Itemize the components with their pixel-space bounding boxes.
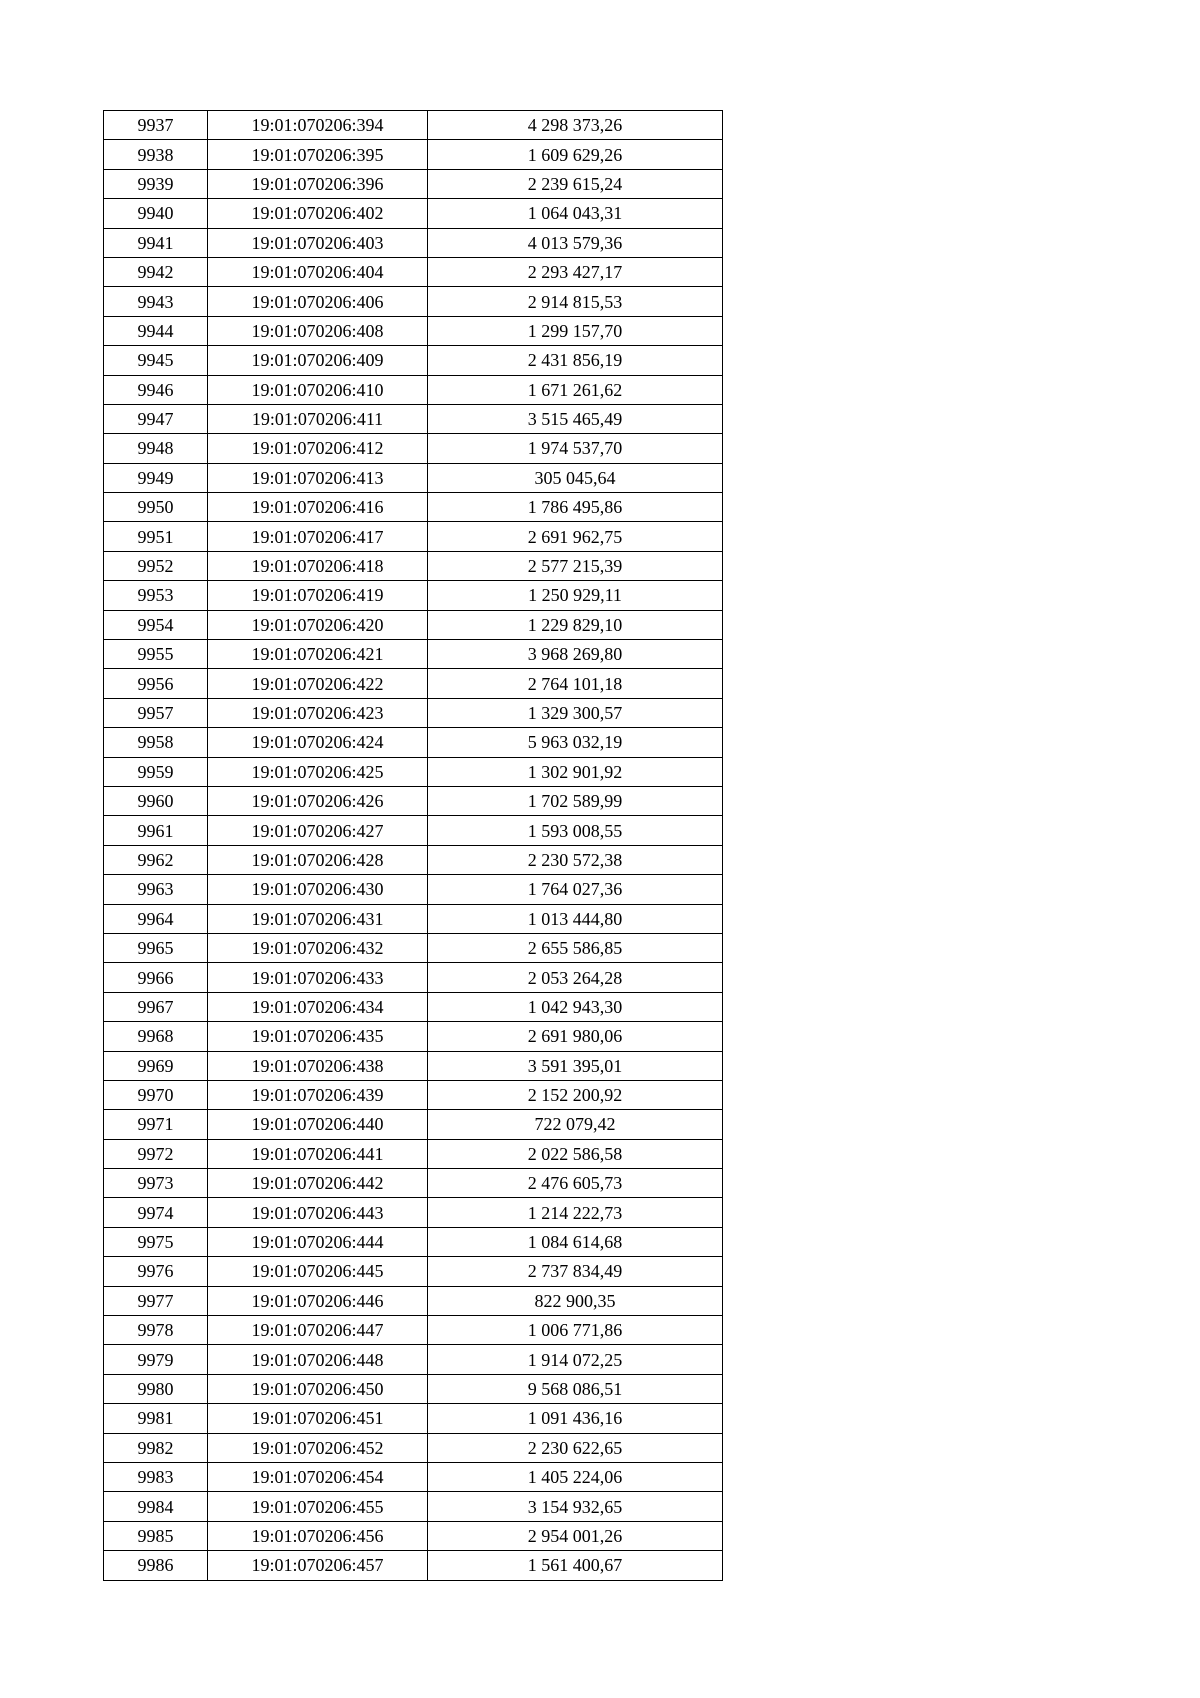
cadastral-number-cell: 19:01:070206:402 [208, 199, 428, 228]
row-number-cell: 9975 [104, 1227, 208, 1256]
row-number-cell: 9966 [104, 963, 208, 992]
cadastral-number-cell: 19:01:070206:439 [208, 1080, 428, 1109]
cadastral-value-cell: 1 405 224,06 [428, 1462, 723, 1491]
table-row [104, 346, 723, 375]
row-number-cell: 9981 [104, 1404, 208, 1433]
cadastral-value-cell: 1 593 008,55 [428, 816, 723, 845]
cadastral-number-cell: 19:01:070206:438 [208, 1051, 428, 1080]
table-row [104, 1257, 723, 1286]
cadastral-number-cell: 19:01:070206:422 [208, 669, 428, 698]
cadastral-number-cell: 19:01:070206:411 [208, 404, 428, 433]
table-row [104, 375, 723, 404]
cadastral-number-cell: 19:01:070206:433 [208, 963, 428, 992]
table-row [104, 111, 723, 140]
row-number-cell: 9943 [104, 287, 208, 316]
cadastral-number-cell: 19:01:070206:421 [208, 640, 428, 669]
table-row [104, 1139, 723, 1168]
table-row [104, 1169, 723, 1198]
cadastral-value-cell: 2 655 586,85 [428, 933, 723, 962]
cadastral-value-cell: 1 006 771,86 [428, 1316, 723, 1345]
cadastral-value-table [103, 110, 723, 1581]
cadastral-value-cell: 2 691 980,06 [428, 1022, 723, 1051]
table-row [104, 904, 723, 933]
row-number-cell: 9962 [104, 845, 208, 874]
cadastral-value-cell: 1 091 436,16 [428, 1404, 723, 1433]
table-row [104, 287, 723, 316]
cadastral-value-cell: 2 293 427,17 [428, 257, 723, 286]
table-row [104, 434, 723, 463]
table-row [104, 228, 723, 257]
cadastral-value-cell: 1 561 400,67 [428, 1551, 723, 1580]
table-row [104, 1198, 723, 1227]
cadastral-number-cell: 19:01:070206:457 [208, 1551, 428, 1580]
table-row [104, 757, 723, 786]
row-number-cell: 9976 [104, 1257, 208, 1286]
cadastral-number-cell: 19:01:070206:412 [208, 434, 428, 463]
row-number-cell: 9947 [104, 404, 208, 433]
table-row [104, 404, 723, 433]
cadastral-number-cell: 19:01:070206:443 [208, 1198, 428, 1227]
table-row [104, 669, 723, 698]
row-number-cell: 9954 [104, 610, 208, 639]
row-number-cell: 9938 [104, 140, 208, 169]
row-number-cell: 9950 [104, 493, 208, 522]
row-number-cell: 9957 [104, 698, 208, 727]
cadastral-number-cell: 19:01:070206:456 [208, 1521, 428, 1550]
cadastral-number-cell: 19:01:070206:395 [208, 140, 428, 169]
row-number-cell: 9944 [104, 316, 208, 345]
table-row [104, 698, 723, 727]
table-row [104, 816, 723, 845]
cadastral-number-cell: 19:01:070206:416 [208, 493, 428, 522]
row-number-cell: 9961 [104, 816, 208, 845]
row-number-cell: 9948 [104, 434, 208, 463]
cadastral-number-cell: 19:01:070206:430 [208, 875, 428, 904]
row-number-cell: 9968 [104, 1022, 208, 1051]
row-number-cell: 9963 [104, 875, 208, 904]
cadastral-number-cell: 19:01:070206:440 [208, 1110, 428, 1139]
cadastral-value-cell: 1 302 901,92 [428, 757, 723, 786]
row-number-cell: 9980 [104, 1374, 208, 1403]
table-row [104, 1492, 723, 1521]
row-number-cell: 9974 [104, 1198, 208, 1227]
table-row [104, 1110, 723, 1139]
cadastral-number-cell: 19:01:070206:454 [208, 1462, 428, 1491]
cadastral-number-cell: 19:01:070206:450 [208, 1374, 428, 1403]
cadastral-value-cell: 1 671 261,62 [428, 375, 723, 404]
table-row [104, 963, 723, 992]
row-number-cell: 9940 [104, 199, 208, 228]
row-number-cell: 9958 [104, 728, 208, 757]
table-row [104, 1521, 723, 1550]
cadastral-number-cell: 19:01:070206:425 [208, 757, 428, 786]
cadastral-value-cell: 1 013 444,80 [428, 904, 723, 933]
table-row [104, 199, 723, 228]
table-row [104, 728, 723, 757]
cadastral-number-cell: 19:01:070206:428 [208, 845, 428, 874]
cadastral-value-cell: 3 968 269,80 [428, 640, 723, 669]
table-row [104, 1433, 723, 1462]
cadastral-number-cell: 19:01:070206:446 [208, 1286, 428, 1315]
cadastral-number-cell: 19:01:070206:408 [208, 316, 428, 345]
table-row [104, 463, 723, 492]
cadastral-number-cell: 19:01:070206:413 [208, 463, 428, 492]
table-row [104, 169, 723, 198]
row-number-cell: 9951 [104, 522, 208, 551]
cadastral-value-cell: 1 914 072,25 [428, 1345, 723, 1374]
table-row [104, 522, 723, 551]
row-number-cell: 9984 [104, 1492, 208, 1521]
cadastral-number-cell: 19:01:070206:420 [208, 610, 428, 639]
row-number-cell: 9937 [104, 111, 208, 140]
row-number-cell: 9985 [104, 1521, 208, 1550]
row-number-cell: 9955 [104, 640, 208, 669]
cadastral-value-cell: 3 591 395,01 [428, 1051, 723, 1080]
cadastral-value-cell: 2 022 586,58 [428, 1139, 723, 1168]
cadastral-number-cell: 19:01:070206:418 [208, 551, 428, 580]
table-body [104, 111, 723, 1581]
cadastral-value-cell: 1 042 943,30 [428, 992, 723, 1021]
table-row [104, 1345, 723, 1374]
cadastral-value-cell: 305 045,64 [428, 463, 723, 492]
row-number-cell: 9952 [104, 551, 208, 580]
cadastral-value-cell: 2 431 856,19 [428, 346, 723, 375]
cadastral-value-cell: 2 691 962,75 [428, 522, 723, 551]
cadastral-number-cell: 19:01:070206:447 [208, 1316, 428, 1345]
cadastral-number-cell: 19:01:070206:451 [208, 1404, 428, 1433]
cadastral-value-cell: 1 250 929,11 [428, 581, 723, 610]
cadastral-value-cell: 3 515 465,49 [428, 404, 723, 433]
cadastral-value-cell: 2 476 605,73 [428, 1169, 723, 1198]
cadastral-value-cell: 1 214 222,73 [428, 1198, 723, 1227]
cadastral-number-cell: 19:01:070206:417 [208, 522, 428, 551]
table-row [104, 992, 723, 1021]
cadastral-number-cell: 19:01:070206:403 [208, 228, 428, 257]
cadastral-number-cell: 19:01:070206:424 [208, 728, 428, 757]
table-row [104, 1316, 723, 1345]
cadastral-value-cell: 1 786 495,86 [428, 493, 723, 522]
cadastral-number-cell: 19:01:070206:444 [208, 1227, 428, 1256]
row-number-cell: 9982 [104, 1433, 208, 1462]
cadastral-number-cell: 19:01:070206:434 [208, 992, 428, 1021]
table-row [104, 551, 723, 580]
table-row [104, 1551, 723, 1580]
row-number-cell: 9960 [104, 786, 208, 815]
row-number-cell: 9953 [104, 581, 208, 610]
row-number-cell: 9971 [104, 1110, 208, 1139]
row-number-cell: 9977 [104, 1286, 208, 1315]
table-row [104, 1051, 723, 1080]
cadastral-number-cell: 19:01:070206:448 [208, 1345, 428, 1374]
table-row [104, 1374, 723, 1403]
cadastral-value-cell: 2 577 215,39 [428, 551, 723, 580]
cadastral-value-cell: 2 053 264,28 [428, 963, 723, 992]
row-number-cell: 9959 [104, 757, 208, 786]
cadastral-value-cell: 3 154 932,65 [428, 1492, 723, 1521]
cadastral-number-cell: 19:01:070206:435 [208, 1022, 428, 1051]
table-row [104, 1286, 723, 1315]
cadastral-number-cell: 19:01:070206:394 [208, 111, 428, 140]
cadastral-value-cell: 1 764 027,36 [428, 875, 723, 904]
table-row [104, 1404, 723, 1433]
cadastral-number-cell: 19:01:070206:396 [208, 169, 428, 198]
table-row [104, 316, 723, 345]
row-number-cell: 9983 [104, 1462, 208, 1491]
row-number-cell: 9972 [104, 1139, 208, 1168]
cadastral-number-cell: 19:01:070206:442 [208, 1169, 428, 1198]
cadastral-value-cell: 2 737 834,49 [428, 1257, 723, 1286]
table-row [104, 875, 723, 904]
row-number-cell: 9979 [104, 1345, 208, 1374]
cadastral-value-cell: 5 963 032,19 [428, 728, 723, 757]
cadastral-value-cell: 2 914 815,53 [428, 287, 723, 316]
cadastral-number-cell: 19:01:070206:441 [208, 1139, 428, 1168]
table-row [104, 493, 723, 522]
table-row [104, 1022, 723, 1051]
cadastral-number-cell: 19:01:070206:419 [208, 581, 428, 610]
cadastral-value-cell: 4 013 579,36 [428, 228, 723, 257]
row-number-cell: 9967 [104, 992, 208, 1021]
cadastral-value-cell: 2 954 001,26 [428, 1521, 723, 1550]
cadastral-number-cell: 19:01:070206:409 [208, 346, 428, 375]
cadastral-value-cell: 1 229 829,10 [428, 610, 723, 639]
table-row [104, 845, 723, 874]
table-row [104, 640, 723, 669]
cadastral-number-cell: 19:01:070206:427 [208, 816, 428, 845]
row-number-cell: 9942 [104, 257, 208, 286]
cadastral-number-cell: 19:01:070206:426 [208, 786, 428, 815]
cadastral-number-cell: 19:01:070206:452 [208, 1433, 428, 1462]
cadastral-value-cell: 1 974 537,70 [428, 434, 723, 463]
cadastral-number-cell: 19:01:070206:445 [208, 1257, 428, 1286]
row-number-cell: 9969 [104, 1051, 208, 1080]
row-number-cell: 9946 [104, 375, 208, 404]
cadastral-value-cell: 2 239 615,24 [428, 169, 723, 198]
table-row [104, 1462, 723, 1491]
table-row [104, 140, 723, 169]
table-row [104, 581, 723, 610]
cadastral-value-cell: 1 084 614,68 [428, 1227, 723, 1256]
cadastral-value-cell: 2 764 101,18 [428, 669, 723, 698]
cadastral-value-cell: 2 152 200,92 [428, 1080, 723, 1109]
row-number-cell: 9978 [104, 1316, 208, 1345]
cadastral-number-cell: 19:01:070206:431 [208, 904, 428, 933]
row-number-cell: 9970 [104, 1080, 208, 1109]
table-row [104, 257, 723, 286]
cadastral-value-cell: 1 609 629,26 [428, 140, 723, 169]
row-number-cell: 9956 [104, 669, 208, 698]
table-row [104, 933, 723, 962]
row-number-cell: 9945 [104, 346, 208, 375]
cadastral-number-cell: 19:01:070206:404 [208, 257, 428, 286]
cadastral-value-cell: 1 299 157,70 [428, 316, 723, 345]
cadastral-value-cell: 1 064 043,31 [428, 199, 723, 228]
table-row [104, 1080, 723, 1109]
table-row [104, 1227, 723, 1256]
cadastral-value-cell: 4 298 373,26 [428, 111, 723, 140]
table-row [104, 610, 723, 639]
row-number-cell: 9939 [104, 169, 208, 198]
cadastral-number-cell: 19:01:070206:406 [208, 287, 428, 316]
row-number-cell: 9941 [104, 228, 208, 257]
cadastral-value-cell: 2 230 622,65 [428, 1433, 723, 1462]
cadastral-number-cell: 19:01:070206:410 [208, 375, 428, 404]
row-number-cell: 9965 [104, 933, 208, 962]
cadastral-number-cell: 19:01:070206:455 [208, 1492, 428, 1521]
cadastral-value-cell: 822 900,35 [428, 1286, 723, 1315]
row-number-cell: 9949 [104, 463, 208, 492]
row-number-cell: 9973 [104, 1169, 208, 1198]
cadastral-value-cell: 1 702 589,99 [428, 786, 723, 815]
cadastral-value-cell: 1 329 300,57 [428, 698, 723, 727]
cadastral-value-cell: 9 568 086,51 [428, 1374, 723, 1403]
table-row [104, 786, 723, 815]
cadastral-value-cell: 2 230 572,38 [428, 845, 723, 874]
cadastral-number-cell: 19:01:070206:432 [208, 933, 428, 962]
row-number-cell: 9964 [104, 904, 208, 933]
cadastral-number-cell: 19:01:070206:423 [208, 698, 428, 727]
cadastral-value-cell: 722 079,42 [428, 1110, 723, 1139]
row-number-cell: 9986 [104, 1551, 208, 1580]
